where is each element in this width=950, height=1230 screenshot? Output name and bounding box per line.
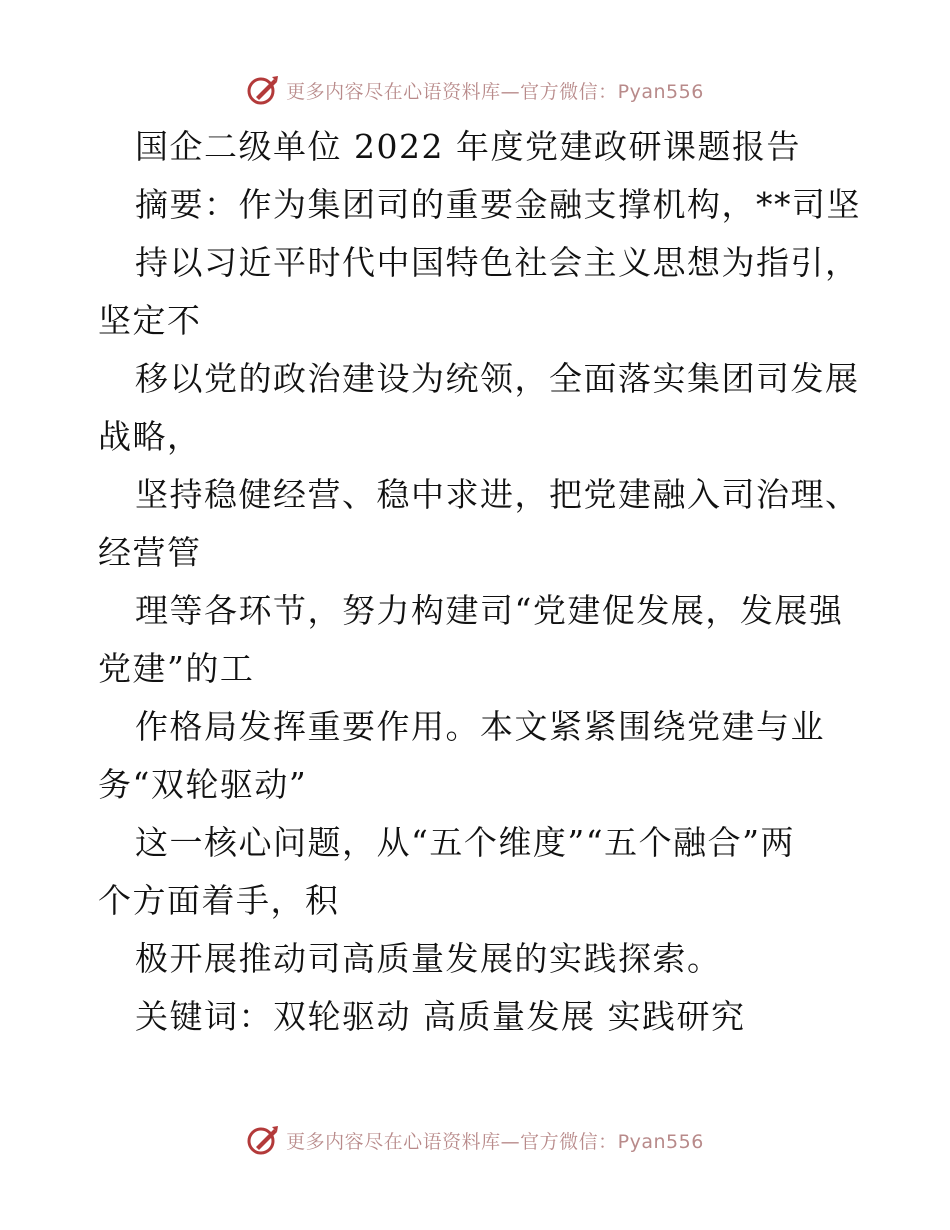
abstract-line: 务“双轮驱动” [98, 765, 308, 804]
document-title: 国企二级单位 2022 年度党建政研课题报告 [135, 127, 801, 166]
header-watermark-text: 更多内容尽在心语资料库—官方微信：Pyan556 [286, 80, 704, 103]
abstract-line: 理等各环节，努力构建司“党建促发展，发展强 [135, 591, 844, 630]
abstract-line: 个方面着手，积 [98, 881, 340, 920]
abstract-line: 极开展推动司高质量发展的实践探索。 [135, 939, 722, 978]
header-watermark-banner [0, 68, 950, 112]
abstract-line: 党建”的工 [98, 649, 255, 688]
abstract-line: 作格局发挥重要作用。本文紧紧围绕党建与业 [135, 707, 825, 746]
abstract-line: 持以习近平时代中国特色社会主义思想为指引， [135, 243, 860, 282]
quill-logo-icon [246, 1123, 280, 1157]
footer-watermark-banner [0, 1118, 950, 1162]
abstract-line: 坚持稳健经营、稳中求进，把党建融入司治理、 [135, 475, 860, 514]
abstract-line: 战略， [98, 417, 202, 456]
abstract-line: 这一核心问题，从“五个维度”“五个融合”两 [135, 823, 795, 862]
quill-logo-icon [246, 73, 280, 107]
keywords-line: 关键词：双轮驱动 高质量发展 实践研究 [135, 997, 746, 1036]
abstract-line: 坚定不 [98, 301, 202, 340]
footer-watermark-text: 更多内容尽在心语资料库—官方微信：Pyan556 [286, 1130, 704, 1153]
abstract-line: 移以党的政治建设为统领，全面落实集团司发展 [135, 359, 860, 398]
abstract-line: 摘要：作为集团司的重要金融支撑机构，**司坚 [135, 185, 861, 224]
abstract-line: 经营管 [98, 533, 202, 572]
